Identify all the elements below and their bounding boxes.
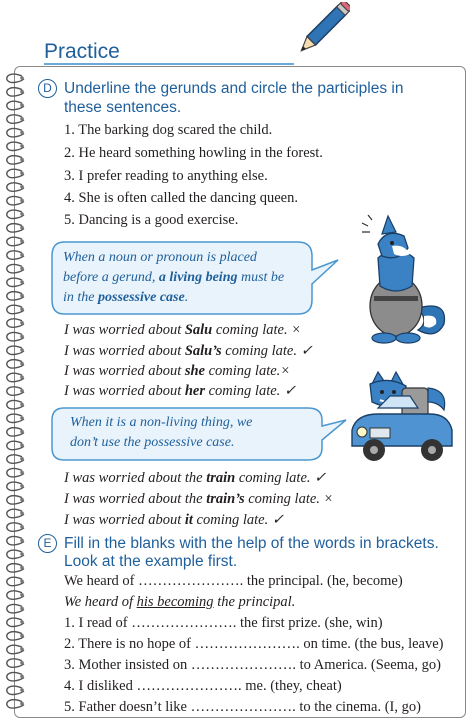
spiral-hole: [20, 280, 24, 284]
spiral-hole: [20, 90, 24, 94]
section-e-instruction-line2: Look at the example first.: [64, 553, 238, 570]
bubble-2-line1: When it is a non-living thing, we: [70, 415, 253, 430]
section-e-item: 4. I disliked …………………. me. (they, cheat): [64, 678, 342, 694]
bubble-1-line2: before a gerund, a living being must be: [63, 270, 285, 285]
spiral-hole: [20, 484, 24, 488]
wrong-mark-icon: ×: [323, 491, 334, 507]
spiral-hole: [20, 335, 24, 339]
section-e-instruction-line1: Fill in the blanks with the help of the words in brackets.: [64, 535, 439, 552]
spiral-hole: [20, 647, 24, 651]
check-mark-icon: ✓: [271, 512, 284, 528]
fox-illustration: [348, 212, 452, 346]
spiral-hole: [20, 579, 24, 583]
spiral-hole: [20, 375, 24, 379]
example-sentence: I was worried about the train’s coming late. ×: [64, 491, 334, 507]
spiral-hole: [20, 267, 24, 271]
spiral-hole: [20, 103, 24, 107]
fox-car-illustration: [348, 368, 456, 468]
section-d-item: 2. He heard something howling in the forest.: [64, 145, 323, 161]
spiral-hole: [20, 702, 24, 706]
section-e-item: 5. Father doesn’t like …………………. to the cinema. (I, go): [64, 699, 421, 715]
section-d-item: 3. I prefer reading to anything else.: [64, 168, 268, 184]
spiral-hole: [20, 607, 24, 611]
spiral-hole: [20, 117, 24, 121]
bubble-2-line2: don’t use the possessive case.: [70, 435, 235, 450]
check-mark-icon: ✓: [283, 383, 297, 399]
section-d-instruction-line2: these sentences.: [64, 99, 182, 116]
spiral-hole: [20, 212, 24, 216]
section-d-item: 5. Dancing is a good exercise.: [64, 212, 239, 228]
example-sentence: I was worried about Salu coming late. ×: [64, 322, 301, 338]
spiral-hole: [20, 403, 24, 407]
example-sentence: I was worried about the train coming late. ✓: [64, 470, 327, 486]
page-title: Practice: [44, 40, 120, 63]
spiral-hole: [20, 171, 24, 175]
section-d-instruction-line1: Underline the gerunds and circle the participles in: [64, 80, 404, 97]
spiral-hole: [20, 294, 24, 298]
spiral-hole: [20, 239, 24, 243]
spiral-hole: [20, 566, 24, 570]
spiral-hole: [20, 661, 24, 665]
spiral-hole: [20, 593, 24, 597]
spiral-hole: [20, 416, 24, 420]
spiral-hole: [20, 634, 24, 638]
spiral-hole: [20, 321, 24, 325]
spiral-hole: [20, 226, 24, 230]
spiral-hole: [20, 362, 24, 366]
spiral-hole: [20, 185, 24, 189]
section-e-item: 2. There is no hope of …………………. on time. (the bus, leave): [64, 636, 444, 652]
spiral-hole: [20, 158, 24, 162]
title-underline: [44, 63, 294, 65]
section-e-item: 3. Mother insisted on …………………. to America. (Seema, go): [64, 657, 441, 673]
spiral-hole: [20, 688, 24, 692]
spiral-hole: [20, 498, 24, 502]
spiral-hole: [20, 253, 24, 257]
example-sentence: I was worried about she coming late.×: [64, 363, 291, 379]
spiral-hole: [20, 144, 24, 148]
spiral-hole: [20, 675, 24, 679]
spiral-hole: [20, 348, 24, 352]
check-mark-icon: ✓: [300, 343, 313, 359]
spiral-hole: [20, 443, 24, 447]
spiral-hole: [20, 430, 24, 434]
spiral-hole: [20, 511, 24, 515]
spiral-hole: [20, 620, 24, 624]
check-mark-icon: ✓: [314, 470, 327, 486]
spiral-hole: [20, 131, 24, 135]
wrong-mark-icon: ×: [280, 363, 291, 379]
spiral-hole: [20, 76, 24, 80]
spiral-hole: [20, 199, 24, 203]
wrong-mark-icon: ×: [291, 322, 301, 338]
spiral-binding-icon: [0, 66, 30, 718]
spiral-hole: [20, 539, 24, 543]
section-e-letter: E: [38, 534, 57, 553]
bubble-1-line1: When a noun or pronoun is placed: [63, 250, 257, 265]
spiral-hole: [20, 389, 24, 393]
spiral-hole: [20, 471, 24, 475]
section-d-item: 1. The barking dog scared the child.: [64, 122, 273, 138]
example-sentence: I was worried about Salu’s coming late. ✓: [64, 343, 313, 359]
section-d-letter: D: [38, 79, 57, 98]
spiral-hole: [20, 525, 24, 529]
section-e-example-answer: We heard of his becoming the principal.: [64, 594, 296, 610]
pencil-icon: [288, 2, 350, 64]
example-sentence: I was worried about her coming late. ✓: [64, 383, 297, 399]
spiral-hole: [20, 457, 24, 461]
section-e-example-question: We heard of …………………. the principal. (he, become): [64, 573, 403, 589]
example-sentence: I was worried about it coming late. ✓: [64, 512, 284, 528]
section-d-item: 4. She is often called the dancing queen.: [64, 190, 298, 206]
section-e-item: 1. I read of …………………. the first prize. (she, win): [64, 615, 383, 631]
spiral-hole: [20, 552, 24, 556]
spiral-hole: [20, 307, 24, 311]
bubble-1-line3: in the possessive case.: [63, 290, 189, 305]
